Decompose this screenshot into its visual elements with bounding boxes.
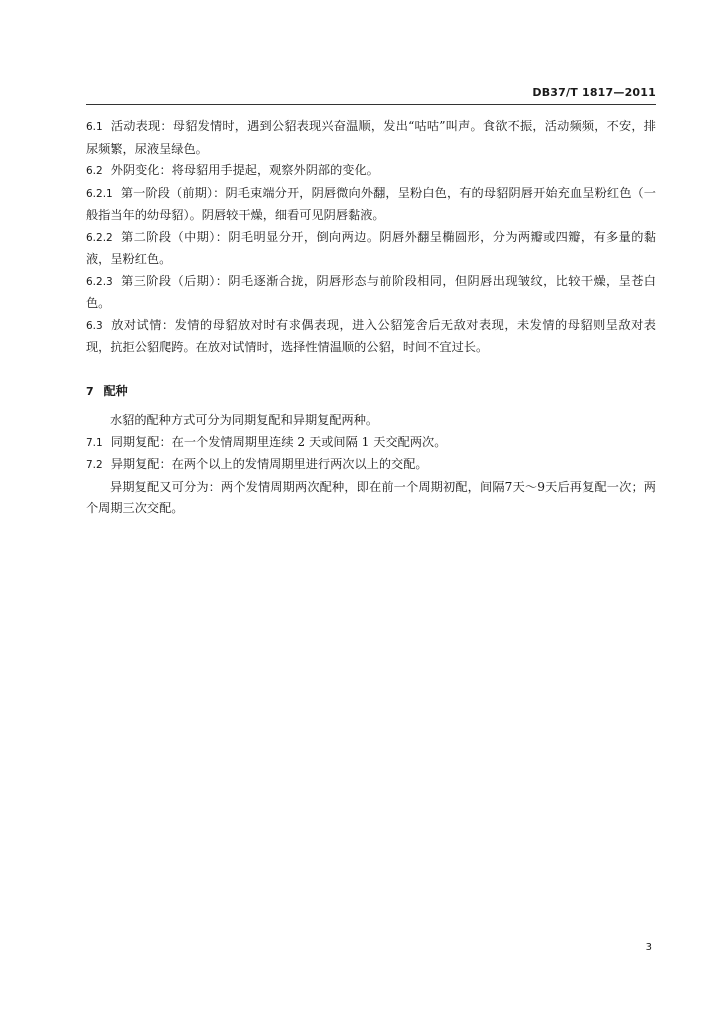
clause-number: 6.1 [86, 121, 103, 133]
clause-number: 7.2 [86, 459, 103, 471]
document-body [86, 116, 656, 520]
section-heading [86, 381, 656, 403]
clause-6-1 [86, 116, 656, 160]
clause-6-2-2 [86, 227, 656, 271]
clause-6-3 [86, 315, 656, 359]
clause-7-1 [86, 432, 656, 455]
section-intro: 水貂的配种方式可分为同期复配和异期复配两种。 [110, 413, 379, 427]
clause-text: 第二阶段（中期）：阴毛明显分开，倒向两边。阴唇外翻呈椭圆形，分为两瓣或四瓣，有多量的黏液，呈粉红色。 [86, 229, 656, 266]
clause-number: 6.2 [86, 165, 103, 177]
clause-number: 6.2.3 [86, 275, 113, 288]
header-rule [86, 104, 656, 105]
page-number: 3 [645, 942, 652, 953]
clause-6-2 [86, 160, 656, 183]
clause-6-2-3 [86, 271, 656, 315]
section-note: 异期复配又可分为：两个发情周期两次配种，即在前一个周期初配，间隔7天～9天后再复配一次；两个周期三次交配。 [86, 479, 656, 515]
clause-text: 第一阶段（前期）：阴毛束端分开，阴唇微向外翻，呈粉白色，有的母貂阴唇开始充血呈粉红色（一般指当年的幼母貂）。阴唇较干燥，细看可见阴唇黏液。 [86, 185, 656, 222]
document-code: DB37/T 1817—2011 [532, 86, 656, 99]
clause-6-2-1 [86, 183, 656, 227]
clause-text: 第三阶段（后期）：阴毛逐渐合拢，阴唇形态与前阶段相同，但阴唇出现皱纹，比较干燥，呈苍白色。 [86, 273, 656, 310]
section-number: 7 [86, 384, 94, 398]
section-title: 配种 [103, 383, 128, 398]
clause-text: 放对试情：发情的母貂放对时有求偶表现，进入公貂笼舍后无敌对表现，未发情的母貂则呈敌对表现，抗拒公貂爬跨。在放对试情时，选择性情温顺的公貂，时间不宜过长。 [86, 317, 656, 354]
clause-number: 6.2.2 [86, 231, 113, 244]
clause-text: 活动表现：母貂发情时，遇到公貂表现兴奋温顺，发出“咕咕”叫声。食欲不振，活动频频，不安，排尿频繁，尿液呈绿色。 [86, 119, 656, 156]
clause-text: 外阴变化：将母貂用手提起，观察外阴部的变化。 [110, 163, 379, 177]
clause-7-2 [86, 454, 656, 477]
clause-number: 6.2.1 [86, 187, 113, 200]
clause-number: 7.1 [86, 436, 103, 449]
clause-text: 异期复配：在两个以上的发情周期里进行两次以上的交配。 [110, 457, 428, 471]
clause-number: 6.3 [86, 319, 103, 332]
clause-text: 同期复配：在一个发情周期里连续 2 天或间隔 1 天交配两次。 [110, 434, 447, 449]
